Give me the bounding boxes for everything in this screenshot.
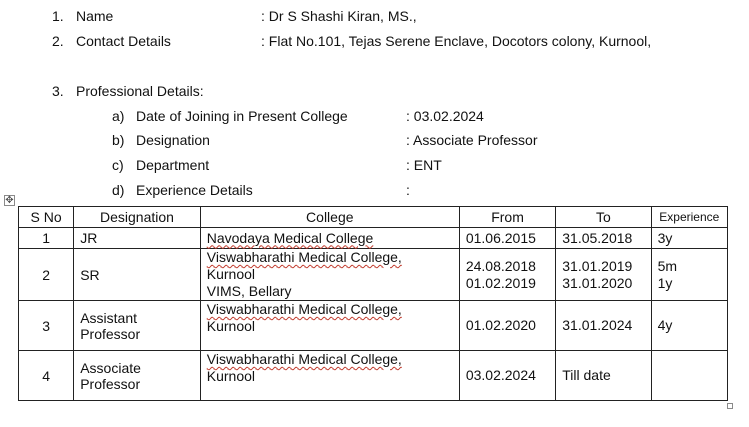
item-number: 1. bbox=[52, 8, 64, 24]
cell-to bbox=[556, 351, 651, 401]
sub-item-letter: a) bbox=[112, 108, 125, 124]
cell-designation: Assistant Professor bbox=[74, 301, 201, 351]
table-header-row bbox=[19, 207, 728, 228]
college-line: Viswabharathi Medical College, bbox=[206, 301, 402, 317]
cell-experience bbox=[651, 301, 727, 351]
cell-to bbox=[556, 301, 651, 351]
cell-to bbox=[556, 228, 651, 249]
college-line: Viswabharathi Medical College, bbox=[206, 351, 402, 367]
cell-sno: 4 bbox=[19, 351, 74, 401]
col-header-college: College bbox=[200, 207, 459, 228]
table-row bbox=[19, 301, 728, 351]
college-line: VIMS, Bellary bbox=[206, 283, 292, 299]
col-header-from: From bbox=[459, 207, 555, 228]
cell-college bbox=[200, 228, 459, 249]
contact-label: Contact Details bbox=[76, 33, 171, 49]
sub-item-letter: d) bbox=[112, 182, 125, 198]
table-row bbox=[19, 249, 728, 301]
college-line: Kurnool bbox=[206, 266, 256, 282]
experience-duration: 4y bbox=[657, 317, 673, 333]
table-row bbox=[19, 351, 728, 401]
item-number: 3. bbox=[52, 83, 64, 99]
cell-designation: SR bbox=[74, 249, 201, 301]
from-date: 01.02.2020 bbox=[465, 317, 536, 333]
joining-date-value: : 03.02.2024 bbox=[406, 108, 484, 124]
move-arrows-icon[interactable]: ✥ bbox=[5, 195, 14, 206]
cell-experience bbox=[651, 228, 727, 249]
cell-college bbox=[200, 249, 459, 301]
cell-sno: 3 bbox=[19, 301, 74, 351]
cell-experience bbox=[651, 249, 727, 301]
experience-table bbox=[18, 206, 728, 401]
name-label: Name bbox=[76, 8, 114, 24]
experience-label: Experience Details bbox=[136, 182, 253, 198]
college-line: Kurnool bbox=[206, 318, 256, 334]
table-row bbox=[19, 228, 728, 249]
to-date: 31.05.2018 bbox=[562, 229, 633, 246]
cell-from bbox=[459, 249, 555, 301]
cell-designation: JR bbox=[74, 228, 201, 249]
to-date: 31.01.2024 bbox=[562, 317, 633, 333]
col-header-designation: Designation bbox=[74, 207, 201, 228]
joining-date-label: Date of Joining in Present College bbox=[136, 108, 348, 124]
experience-value: : bbox=[406, 182, 410, 198]
college-line: Kurnool bbox=[206, 368, 256, 384]
experience-duration: 1y bbox=[657, 274, 673, 291]
to-date: Till date bbox=[562, 367, 611, 383]
experience-duration: 5m bbox=[657, 257, 678, 274]
from-date: 01.02.2019 bbox=[465, 274, 536, 291]
cell-experience bbox=[651, 351, 727, 401]
cell-college bbox=[200, 351, 459, 401]
designation-value: : Associate Professor bbox=[406, 132, 538, 148]
name-value: : Dr S Shashi Kiran, MS., bbox=[261, 8, 417, 24]
sub-item-letter: c) bbox=[112, 157, 124, 173]
cell-college bbox=[200, 301, 459, 351]
college-line: Navodaya Medical College bbox=[206, 229, 374, 246]
from-date: 01.06.2015 bbox=[465, 229, 536, 246]
cell-sno: 2 bbox=[19, 249, 74, 301]
college-line: Viswabharathi Medical College, bbox=[206, 249, 402, 265]
contact-value: : Flat No.101, Tejas Serene Enclave, Docotors colony, Kurnool, bbox=[261, 33, 652, 49]
from-date: 03.02.2024 bbox=[465, 367, 536, 383]
resize-handle-icon[interactable] bbox=[727, 403, 733, 409]
department-label: Department bbox=[136, 157, 210, 173]
cell-from bbox=[459, 301, 555, 351]
cell-from bbox=[459, 228, 555, 249]
col-header-experience: Experience bbox=[651, 207, 727, 228]
cell-sno: 1 bbox=[19, 228, 74, 249]
department-value: : ENT bbox=[406, 157, 442, 173]
from-date: 24.08.2018 bbox=[465, 257, 536, 274]
to-date: 31.01.2019 bbox=[562, 257, 633, 274]
professional-heading: Professional Details: bbox=[76, 83, 204, 99]
item-number: 2. bbox=[52, 33, 64, 49]
experience-duration: 3y bbox=[657, 229, 673, 246]
sub-item-letter: b) bbox=[112, 132, 125, 148]
cell-from bbox=[459, 351, 555, 401]
designation-label: Designation bbox=[136, 132, 210, 148]
to-date: 31.01.2020 bbox=[562, 274, 633, 291]
col-header-to: To bbox=[556, 207, 651, 228]
col-header-sno: S No bbox=[19, 207, 74, 228]
cell-designation: Associate Professor bbox=[74, 351, 201, 401]
cell-to bbox=[556, 249, 651, 301]
